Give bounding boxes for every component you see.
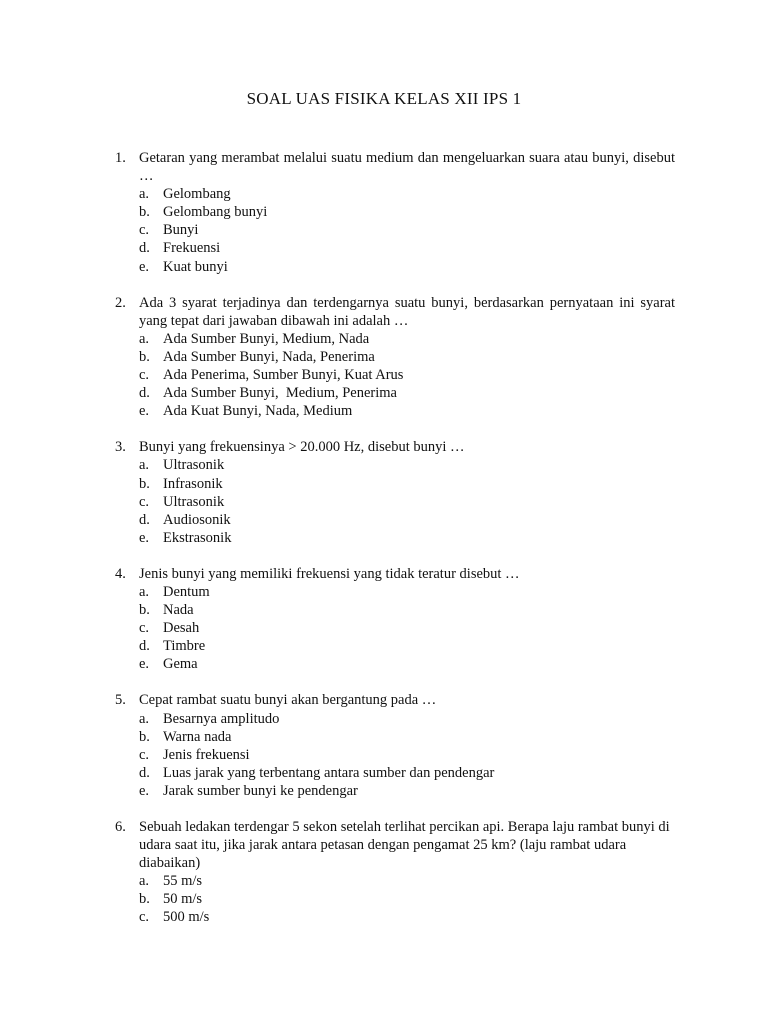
- option-letter: a.: [139, 873, 150, 890]
- option-letter: b.: [139, 728, 150, 745]
- option-letter: b.: [139, 348, 150, 365]
- option-text: Infrasonik: [163, 475, 223, 492]
- option-item: [139, 710, 675, 728]
- option-letter: c.: [139, 222, 150, 239]
- option-text: Ultrasonik: [163, 493, 225, 510]
- question-4: [115, 565, 675, 674]
- option-text: Ada Sumber Bunyi, Medium, Penerima: [163, 385, 397, 402]
- option-list: [139, 330, 675, 420]
- option-text: Luas jarak yang terbentang antara sumber dan pendengar: [163, 764, 495, 781]
- option-item: [139, 330, 675, 348]
- option-letter: a.: [139, 186, 150, 203]
- option-item: [139, 456, 675, 474]
- option-letter: a.: [139, 330, 150, 347]
- option-list: [139, 456, 675, 546]
- option-text: Gelombang bunyi: [163, 204, 268, 221]
- option-text: Ultrasonik: [163, 457, 225, 474]
- option-item: [139, 384, 675, 402]
- option-item: [139, 583, 675, 601]
- question-text: Getaran yang merambat melalui suatu medium dan mengeluarkan suara atau bunyi, disebut …: [139, 150, 675, 185]
- option-item: [139, 511, 675, 529]
- option-item: [139, 221, 675, 239]
- option-item: [139, 493, 675, 511]
- option-letter: a.: [139, 710, 150, 727]
- option-letter: c.: [139, 620, 150, 637]
- option-list: [139, 185, 675, 275]
- question-3: [115, 438, 675, 547]
- question-2: [115, 294, 675, 421]
- option-item: [139, 258, 675, 276]
- option-letter: d.: [139, 638, 150, 655]
- option-item: [139, 475, 675, 493]
- option-letter: b.: [139, 204, 150, 221]
- option-text: Jenis frekuensi: [163, 746, 250, 763]
- option-item: [139, 402, 675, 420]
- option-item: [139, 890, 675, 908]
- question-6: [115, 818, 675, 927]
- option-item: [139, 908, 675, 926]
- option-item: [139, 764, 675, 782]
- option-letter: b.: [139, 475, 150, 492]
- option-text: Desah: [163, 620, 200, 637]
- option-text: Kuat bunyi: [163, 258, 228, 275]
- question-text: Jenis bunyi yang memiliki frekuensi yang tidak teratur disebut …: [139, 565, 520, 582]
- option-text: Ada Kuat Bunyi, Nada, Medium: [163, 403, 353, 420]
- option-item: [139, 348, 675, 366]
- option-text: Ekstrasonik: [163, 529, 232, 546]
- option-text: Jarak sumber bunyi ke pendengar: [163, 782, 358, 799]
- option-letter: e.: [139, 403, 150, 420]
- question-number: 5.: [115, 692, 126, 709]
- option-item: [139, 619, 675, 637]
- question-text: Ada 3 syarat terjadinya dan terdengarnya suatu bunyi, berdasarkan pernyataan ini syarat yang tepat dari jawaban dibawah ini adalah …: [139, 294, 675, 329]
- option-letter: c.: [139, 909, 150, 926]
- option-text: 50 m/s: [163, 891, 203, 908]
- option-text: 55 m/s: [163, 873, 203, 890]
- option-letter: c.: [139, 746, 150, 763]
- option-letter: e.: [139, 656, 150, 673]
- question-number: 6.: [115, 819, 126, 835]
- option-list: [139, 583, 675, 673]
- option-item: [139, 185, 675, 203]
- option-item: [139, 782, 675, 800]
- option-item: [139, 637, 675, 655]
- option-list: [139, 872, 675, 926]
- option-letter: a.: [139, 457, 150, 474]
- option-letter: e.: [139, 529, 150, 546]
- question-number: 4.: [115, 565, 126, 582]
- option-letter: a.: [139, 583, 150, 600]
- option-text: Timbre: [163, 638, 206, 655]
- option-letter: e.: [139, 782, 150, 799]
- option-text: Warna nada: [163, 728, 232, 745]
- page-title: SOAL UAS FISIKA KELAS XII IPS 1: [246, 89, 522, 108]
- question-1: [115, 149, 675, 276]
- option-text: Dentum: [163, 583, 210, 600]
- question-list: [115, 149, 675, 945]
- question-number: 2.: [115, 294, 126, 311]
- option-text: Nada: [163, 602, 194, 619]
- option-item: [139, 601, 675, 619]
- option-text: Bunyi: [163, 222, 199, 239]
- option-item: [139, 728, 675, 746]
- question-5: [115, 691, 675, 800]
- option-text: Frekuensi: [163, 240, 221, 257]
- option-letter: c.: [139, 367, 150, 384]
- option-item: [139, 872, 675, 890]
- option-letter: b.: [139, 602, 150, 619]
- question-text: Bunyi yang frekuensinya > 20.000 Hz, disebut bunyi …: [139, 439, 465, 456]
- option-letter: e.: [139, 258, 150, 275]
- option-item: [139, 239, 675, 257]
- option-text: Audiosonik: [163, 511, 231, 528]
- question-number: 3.: [115, 439, 126, 456]
- option-item: [139, 366, 675, 384]
- option-item: [139, 203, 675, 221]
- option-text: Ada Sumber Bunyi, Nada, Penerima: [163, 348, 375, 365]
- option-text: 500 m/s: [163, 909, 210, 926]
- option-letter: b.: [139, 891, 150, 908]
- question-text: Sebuah ledakan terdengar 5 sekon setelah terlihat percikan api. Berapa laju rambat bunyi di udara saat itu, jika jarak antara petasan dengan pengamat 25 km? (laju rambat udara diabaikan): [139, 819, 670, 872]
- option-letter: d.: [139, 240, 150, 257]
- option-item: [139, 529, 675, 547]
- option-letter: c.: [139, 493, 150, 510]
- option-item: [139, 655, 675, 673]
- option-text: Ada Sumber Bunyi, Medium, Nada: [163, 330, 370, 347]
- option-letter: d.: [139, 511, 150, 528]
- option-letter: d.: [139, 385, 150, 402]
- option-item: [139, 746, 675, 764]
- question-text: Cepat rambat suatu bunyi akan bergantung pada …: [139, 692, 437, 709]
- option-text: Ada Penerima, Sumber Bunyi, Kuat Arus: [163, 367, 404, 384]
- option-text: Gema: [163, 656, 198, 673]
- question-number: 1.: [115, 150, 126, 166]
- option-letter: d.: [139, 764, 150, 781]
- option-text: Gelombang: [163, 186, 231, 203]
- option-text: Besarnya amplitudo: [163, 710, 280, 727]
- option-list: [139, 710, 675, 800]
